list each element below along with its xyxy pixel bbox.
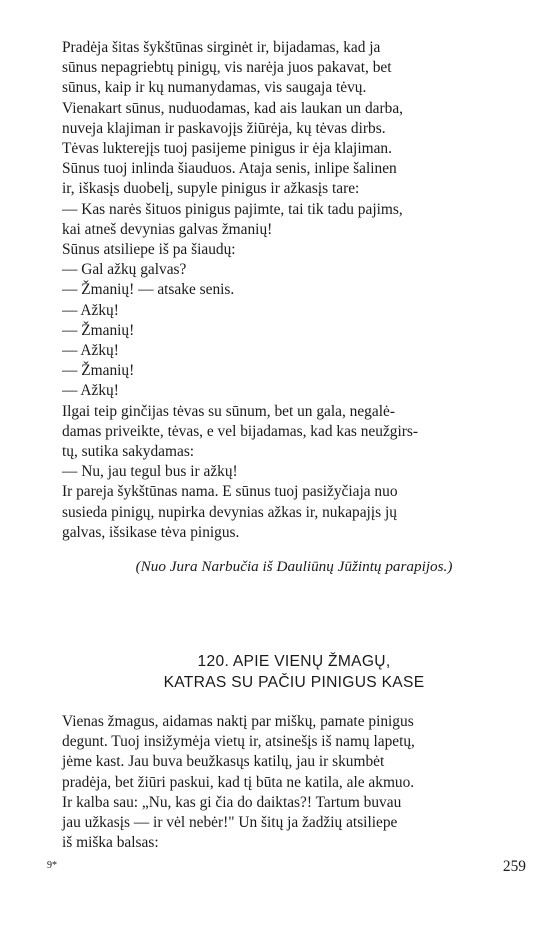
text-line: tų, sutika sakydamas: bbox=[62, 443, 195, 461]
text-line: Sūnus atsiliepe iš pa šiaudų: bbox=[62, 241, 236, 259]
dialog-line: — Žmanių! bbox=[62, 321, 135, 339]
page-footer bbox=[47, 858, 526, 878]
text-line: Vienakart sūnus, nuduodamas, kad ais laukan un darba, bbox=[62, 99, 403, 117]
text-line: degunt. Tuoj insižymėja vietų ir, atsinešįs iš namų lapetų, bbox=[62, 733, 415, 751]
text-line: ir, iškasįs duobelį, supyle pinigus ir ažkasįs tare: bbox=[62, 180, 360, 198]
text-line: nuveja klajiman ir paskavojįs žiūrėja, kų tėvas dirbs. bbox=[62, 119, 386, 137]
dialog-line: — Ažkų! bbox=[62, 301, 119, 319]
dialog-line: — Ažkų! bbox=[62, 342, 119, 360]
dialog-line: — Žmanių! — atsake senis. bbox=[62, 281, 235, 299]
text-line: sūnus, kaip ir kų numanydamas, vis saugaja tėvų. bbox=[62, 79, 367, 97]
chapter-title-line2: KATRAS SU PAČIU PINIGUS KASE bbox=[163, 674, 425, 691]
page-number: 259 bbox=[502, 858, 526, 875]
text-line: sūnus nepagriebtų pinigų, vis narėja juos pakavat, bet bbox=[62, 59, 392, 77]
text-line: galvas, išsikase tėva pinigus. bbox=[62, 523, 240, 541]
dialog-line: — Žmanių! bbox=[62, 362, 135, 380]
chapter-title-line1: 120. APIE VIENŲ ŽMAGŲ, bbox=[197, 653, 391, 670]
text-line: Ilgai teip ginčijas tėvas su sūnum, bet un gala, negalė- bbox=[62, 402, 395, 420]
text-line: iš miška balsas: bbox=[62, 834, 159, 852]
text-line: kai atneš devynias galvas žmanių! bbox=[62, 220, 273, 238]
text-line: Sūnus tuoj inlinda šiauduos. Ataja senis, inlipe šalinen bbox=[62, 160, 397, 178]
source-note: (Nuo Jura Narbučia iš Dauliūnų Jūžintų parapijos.) bbox=[135, 558, 453, 576]
text-line: Ir pareja šykštūnas nama. E sūnus tuoj pasižyčiaja nuo bbox=[62, 483, 398, 501]
text-line: jėme kast. Jau buva beužkasųs katilų, jau ir skumbėt bbox=[62, 753, 385, 771]
text-line: damas priveikte, tėvas, e vel bijadamas, kad kas neužgirs- bbox=[62, 422, 418, 440]
story1-body bbox=[62, 38, 526, 577]
dialog-line: — Nu, jau tegul bus ir ažkų! bbox=[62, 463, 238, 481]
chapter-title bbox=[62, 651, 526, 693]
signature-mark: 9* bbox=[47, 860, 57, 871]
dialog-line: — Gal ažkų galvas? bbox=[62, 261, 187, 279]
text-line: pradėja, bet žiūri paskui, kad tį būta ne katila, ale akmuo. bbox=[62, 773, 415, 791]
dialog-line: — Ažkų! bbox=[62, 382, 119, 400]
text-line: susieda pinigų, nupirka devynias ažkas ir, nukapajįs jų bbox=[62, 503, 397, 521]
dialog-line: — Kas narės šituos pinigus pajimte, tai tik tadu pajims, bbox=[62, 200, 403, 218]
text-line: Pradėja šitas šykštūnas sirginėt ir, bijadamas, kad ja bbox=[62, 39, 381, 56]
text-line: Tėvas lukterejįs tuoj pasijeme pinigus ir ėja klajiman. bbox=[62, 140, 392, 158]
text-line: Vienas žmagus, aidamas naktį par miškų, pamate pinigus bbox=[62, 713, 414, 730]
text-line: jau užkasįs — ir vėl nebėr!" Un šitų ja žadžių atsiliepe bbox=[62, 814, 398, 832]
text-line: Ir kalba sau: „Nu, kas gi čia do daiktas?! Tartum buvau bbox=[62, 793, 402, 811]
story2-body bbox=[62, 712, 526, 853]
